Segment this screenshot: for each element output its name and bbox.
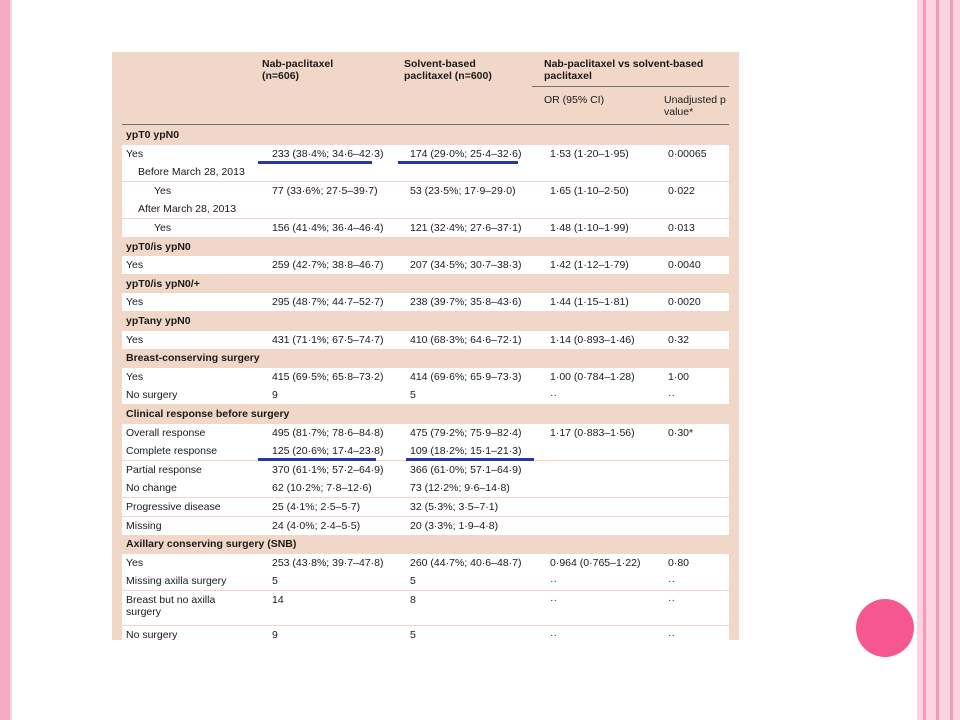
slide-frame-right-line bbox=[923, 0, 926, 720]
solvent-value: 109 (18·2%; 15·1–21·3) bbox=[410, 445, 522, 458]
nab-value: 14 bbox=[272, 594, 284, 606]
col-header-comparison: Nab-paclitaxel vs solvent-based paclitaxel bbox=[544, 58, 704, 82]
p-value: 0·0040 bbox=[668, 259, 701, 272]
solvent-value: 5 bbox=[410, 629, 416, 641]
section-header: ypT0 ypN0 bbox=[126, 129, 180, 141]
section-header: Axillary conserving surgery (SNB) bbox=[126, 538, 297, 551]
row-label: Overall response bbox=[126, 426, 206, 439]
row-label: Before March 28, 2013 bbox=[138, 166, 245, 179]
underline-marker bbox=[258, 458, 376, 461]
solvent-value: 20 (3·3%; 1·9–4·8) bbox=[410, 519, 499, 532]
table-row bbox=[122, 424, 729, 442]
row-label: After March 28, 2013 bbox=[138, 203, 237, 216]
nab-value: 259 (42·7%; 38·8–46·7) bbox=[272, 259, 384, 272]
underline-marker bbox=[406, 458, 534, 461]
table-row bbox=[122, 219, 729, 237]
nab-value: 415 (69·5%; 65·8–73·2) bbox=[272, 370, 384, 383]
row-label: Yes bbox=[154, 222, 172, 234]
section-header: ypTany ypN0 bbox=[126, 315, 191, 327]
results-table bbox=[112, 52, 739, 640]
p-value: ·· bbox=[668, 629, 675, 641]
nab-value: 5 bbox=[272, 575, 278, 588]
solvent-value: 410 (68·3%; 64·6–72·1) bbox=[410, 333, 522, 346]
solvent-value: 73 (12·2%; 9·6–14·8) bbox=[410, 482, 510, 495]
header-rule bbox=[532, 86, 729, 87]
solvent-value: 5 bbox=[410, 575, 416, 588]
section-header: ypT0/is ypN0/+ bbox=[126, 277, 200, 290]
table-row bbox=[122, 461, 729, 479]
nab-value: 25 (4·1%; 2·5–5·7) bbox=[272, 501, 361, 513]
nab-value: 495 (81·7%; 78·6–84·8) bbox=[272, 426, 384, 439]
p-value: 0·30* bbox=[668, 426, 694, 439]
solvent-value: 475 (79·2%; 75·9–82·4) bbox=[410, 426, 522, 439]
row-label: Yes bbox=[126, 333, 144, 346]
odds-ratio: 1·44 (1·15–1·81) bbox=[550, 296, 629, 309]
col-header-or: OR (95% CI) bbox=[544, 94, 605, 106]
nab-value: 9 bbox=[272, 629, 278, 641]
nab-value: 125 (20·6%; 17·4–23·8) bbox=[272, 445, 384, 458]
row-label: Breast but no axilla surgery bbox=[126, 594, 216, 618]
nab-value: 77 (33·6%; 27·5–39·7) bbox=[272, 184, 378, 197]
slide-frame-left-line bbox=[10, 0, 12, 720]
row-label: Yes bbox=[126, 370, 144, 383]
nab-value: 62 (10·2%; 7·8–12·6) bbox=[272, 482, 372, 495]
row-label: Yes bbox=[126, 556, 144, 569]
section-header-row bbox=[122, 535, 729, 553]
solvent-value: 5 bbox=[410, 389, 416, 402]
nab-value: 233 (38·4%; 34·6–42·3) bbox=[272, 147, 384, 160]
table-row bbox=[122, 498, 729, 516]
nab-value: 24 (4·0%; 2·4–5·5) bbox=[272, 519, 361, 532]
slide-frame-left bbox=[0, 0, 10, 720]
slide-frame-right-line bbox=[950, 0, 953, 720]
nab-value: 253 (43·8%; 39·7–47·8) bbox=[272, 556, 384, 569]
section-header: Breast-conserving surgery bbox=[126, 352, 260, 365]
odds-ratio: 1·65 (1·10–2·50) bbox=[550, 184, 629, 197]
odds-ratio: 1·14 (0·893–1·46) bbox=[550, 333, 635, 346]
table-row bbox=[122, 626, 729, 644]
solvent-value: 8 bbox=[410, 594, 416, 606]
p-value: ·· bbox=[668, 575, 675, 588]
odds-ratio: 1·48 (1·10–1·99) bbox=[550, 222, 629, 234]
odds-ratio: 0·964 (0·765–1·22) bbox=[550, 556, 641, 569]
table-row bbox=[122, 331, 729, 349]
row-label: Yes bbox=[154, 184, 172, 197]
odds-ratio: 1·53 (1·20–1·95) bbox=[550, 147, 629, 160]
table-row bbox=[122, 479, 729, 497]
solvent-value: 238 (39·7%; 35·8–43·6) bbox=[410, 296, 522, 309]
p-value: 0·0020 bbox=[668, 296, 701, 309]
p-value: ·· bbox=[668, 389, 675, 402]
table-row bbox=[122, 386, 729, 404]
row-label: Yes bbox=[126, 296, 144, 309]
table-row bbox=[122, 293, 729, 311]
table-row bbox=[122, 572, 729, 590]
section-header: Clinical response before surgery bbox=[126, 408, 290, 420]
accent-circle bbox=[856, 599, 914, 657]
underline-marker bbox=[258, 161, 372, 164]
section-header-row bbox=[122, 312, 729, 330]
solvent-value: 260 (44·7%; 40·6–48·7) bbox=[410, 556, 522, 569]
header-rule bbox=[122, 124, 729, 125]
table-row bbox=[122, 256, 729, 274]
p-value: 0·013 bbox=[668, 222, 695, 234]
underline-marker bbox=[398, 161, 518, 164]
row-label: Progressive disease bbox=[126, 501, 221, 513]
nab-value: 370 (61·1%; 57·2–64·9) bbox=[272, 463, 384, 476]
solvent-value: 32 (5·3%; 3·5–7·1) bbox=[410, 501, 499, 513]
p-value: 0·022 bbox=[668, 184, 695, 197]
row-label: Yes bbox=[126, 147, 144, 160]
odds-ratio: ·· bbox=[550, 629, 557, 641]
section-header-row bbox=[122, 349, 729, 367]
odds-ratio: ·· bbox=[550, 594, 557, 606]
section-header-row bbox=[122, 126, 729, 144]
solvent-value: 207 (34·5%; 30·7–38·3) bbox=[410, 259, 522, 272]
col-header-p: Unadjusted p value* bbox=[664, 94, 726, 118]
row-label: Missing axilla surgery bbox=[126, 575, 227, 588]
table-row bbox=[122, 182, 729, 200]
nab-value: 295 (48·7%; 44·7–52·7) bbox=[272, 296, 384, 309]
solvent-value: 414 (69·6%; 65·9–73·3) bbox=[410, 370, 522, 383]
solvent-value: 174 (29·0%; 25·4–32·6) bbox=[410, 147, 522, 160]
nab-value: 9 bbox=[272, 389, 278, 402]
solvent-value: 121 (32·4%; 27·6–37·1) bbox=[410, 222, 522, 234]
p-value: 0·80 bbox=[668, 556, 690, 569]
table-row bbox=[122, 591, 729, 625]
row-label: No surgery bbox=[126, 629, 178, 641]
section-header-row bbox=[122, 238, 729, 256]
table-row bbox=[122, 163, 729, 181]
section-header-row bbox=[122, 405, 729, 423]
col-header-solvent: Solvent-based paclitaxel (n=600) bbox=[404, 58, 492, 82]
row-label: No surgery bbox=[126, 389, 178, 402]
row-label: Yes bbox=[126, 259, 144, 272]
p-value: 1·00 bbox=[668, 370, 690, 383]
odds-ratio: 1·17 (0·883–1·56) bbox=[550, 426, 635, 439]
solvent-value: 366 (61·0%; 57·1–64·9) bbox=[410, 463, 522, 476]
slide-frame-right-line bbox=[936, 0, 939, 720]
p-value: ·· bbox=[668, 594, 675, 606]
table-row bbox=[122, 200, 729, 218]
table-row bbox=[122, 517, 729, 535]
nab-value: 431 (71·1%; 67·5–74·7) bbox=[272, 333, 384, 346]
col-header-nab: Nab-paclitaxel (n=606) bbox=[262, 58, 334, 82]
p-value: 0·32 bbox=[668, 333, 690, 346]
table-row bbox=[122, 145, 729, 163]
row-label: Missing bbox=[126, 519, 162, 532]
odds-ratio: 1·00 (0·784–1·28) bbox=[550, 370, 635, 383]
table-row bbox=[122, 554, 729, 572]
row-label: Partial response bbox=[126, 463, 202, 476]
row-label: Complete response bbox=[126, 445, 218, 458]
odds-ratio: ·· bbox=[550, 575, 557, 588]
odds-ratio: 1·42 (1·12–1·79) bbox=[550, 259, 629, 272]
odds-ratio: ·· bbox=[550, 389, 557, 402]
section-header: ypT0/is ypN0 bbox=[126, 240, 191, 253]
solvent-value: 53 (23·5%; 17·9–29·0) bbox=[410, 184, 516, 197]
nab-value: 156 (41·4%; 36·4–46·4) bbox=[272, 222, 384, 234]
p-value: 0·00065 bbox=[668, 147, 707, 160]
section-header-row bbox=[122, 275, 729, 293]
row-label: No change bbox=[126, 482, 177, 495]
table-row bbox=[122, 368, 729, 386]
